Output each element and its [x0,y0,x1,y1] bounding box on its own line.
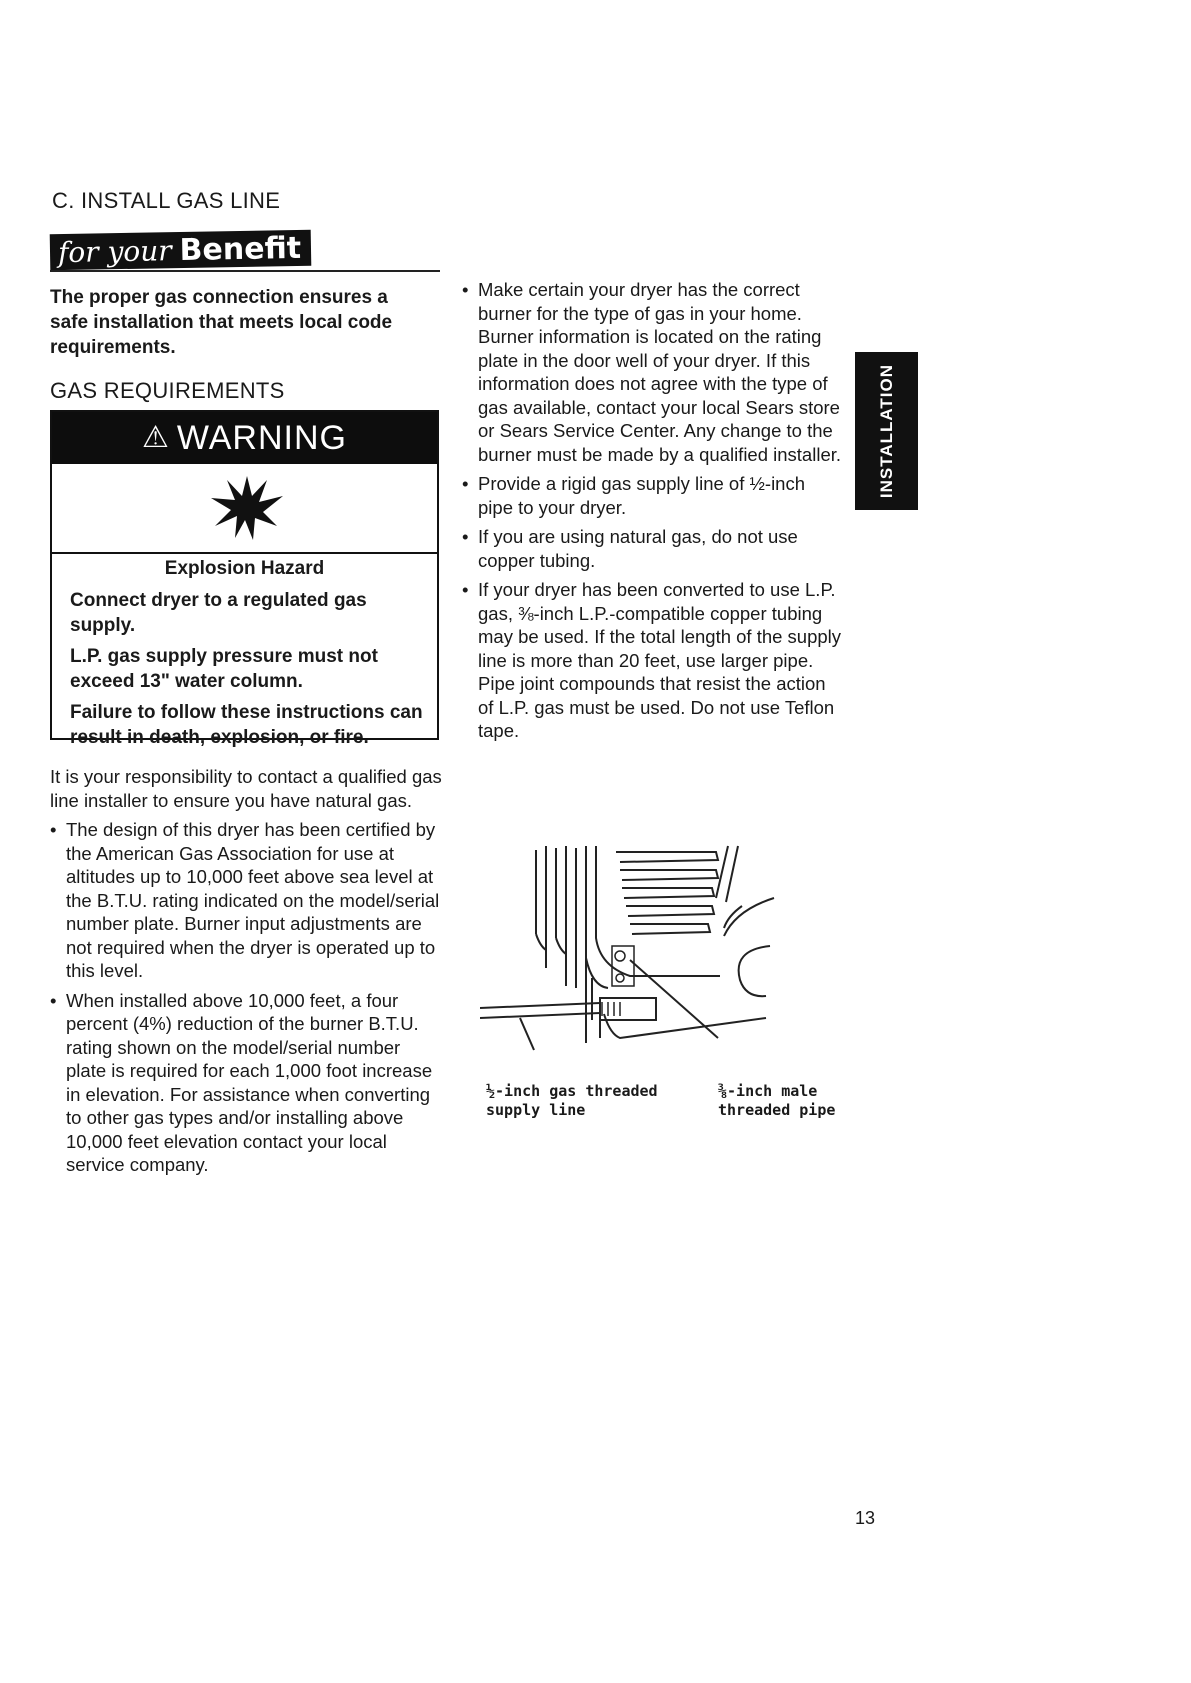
caption-line: threaded pipe [718,1101,836,1119]
caption-half-inch-supply-line [486,1082,658,1120]
page-number: 13 [855,1508,876,1528]
list-item: • If your dryer has been converted to use L.P. gas, ⅜-inch L.P.-compatible copper tubing may be used. If the total length of the supply line is more than 20 feet, use larger pipe. Pipe joint compounds that resist the action of L.P. gas must be used. Do not use Teflon tape. [462,578,842,743]
gas-line-diagram [480,838,820,1058]
warning-triangle-icon: ⚠ [142,421,169,454]
caption-line: supply line [486,1101,586,1119]
list-item: • When installed above 10,000 feet, a four percent (4%) reduction of the burner B.T.U. rating shown on the model/serial number plate is required for each 1,000 foot increase in elevation. For assistance when converting to other gas types and/or installing above 10,000 feet elevation contact your local service company. [50,989,445,1177]
left-body [50,765,445,1183]
list-item: • If you are using natural gas, do not use copper tubing. [462,525,842,572]
warning-lines [70,588,430,756]
list-item: • Provide a rigid gas supply line of ½-inch pipe to your dryer. [462,472,842,519]
responsibility-paragraph: It is your responsibility to contact a qualified gas line installer to ensure you have natural gas. [50,766,442,811]
benefit-script-text: for your [57,233,172,269]
left-bullet-list [50,818,445,1177]
installation-side-tab [855,352,918,510]
warning-divider [52,552,437,554]
explosion-icon [209,474,285,544]
list-item: • The design of this dryer has been certified by the American Gas Association for use at altitudes up to 10,000 feet above sea level at the B.T.U. rating indicated on the model/serial number plate. Burner input adjustments are not required when the dryer is operated up to this level. [50,818,445,983]
intro-text: The proper gas connection ensures a safe installation that meets local code requirements. [50,287,393,358]
caption-line: ½-inch gas threaded [486,1082,658,1100]
gas-requirements-heading: GAS REQUIREMENTS [50,378,285,403]
warning-label: WARNING [176,418,347,457]
list-item: • Make certain your dryer has the correct burner for the type of gas in your home. Burner information is located on the rating plate in the door well of your dryer. If this information does not agree with the type of gas available, contact your local Sears store or Sears Service Center. Any change to the burner must be made by a qualified installer. [462,278,842,466]
for-your-benefit-banner [50,230,312,271]
warning-box [50,410,439,748]
right-body [462,278,842,749]
warning-title: Explosion Hazard [164,558,325,579]
benefit-bold-text: Benefit [179,230,302,268]
caption-three-eighths-pipe [718,1082,835,1120]
warning-line: L.P. gas supply pressure must not exceed 13" water column. [70,646,378,692]
section-heading: C. INSTALL GAS LINE [52,188,281,213]
warning-line: Connect dryer to a regulated gas supply. [70,590,367,636]
caption-line: ⅜-inch male [718,1082,818,1100]
benefit-underline [50,270,440,272]
warning-line: Failure to follow these instructions can result in death, explosion, or fire. [70,702,423,748]
side-tab-label: INSTALLATION [876,363,896,499]
warning-header [52,412,437,464]
right-bullet-list [462,278,842,743]
